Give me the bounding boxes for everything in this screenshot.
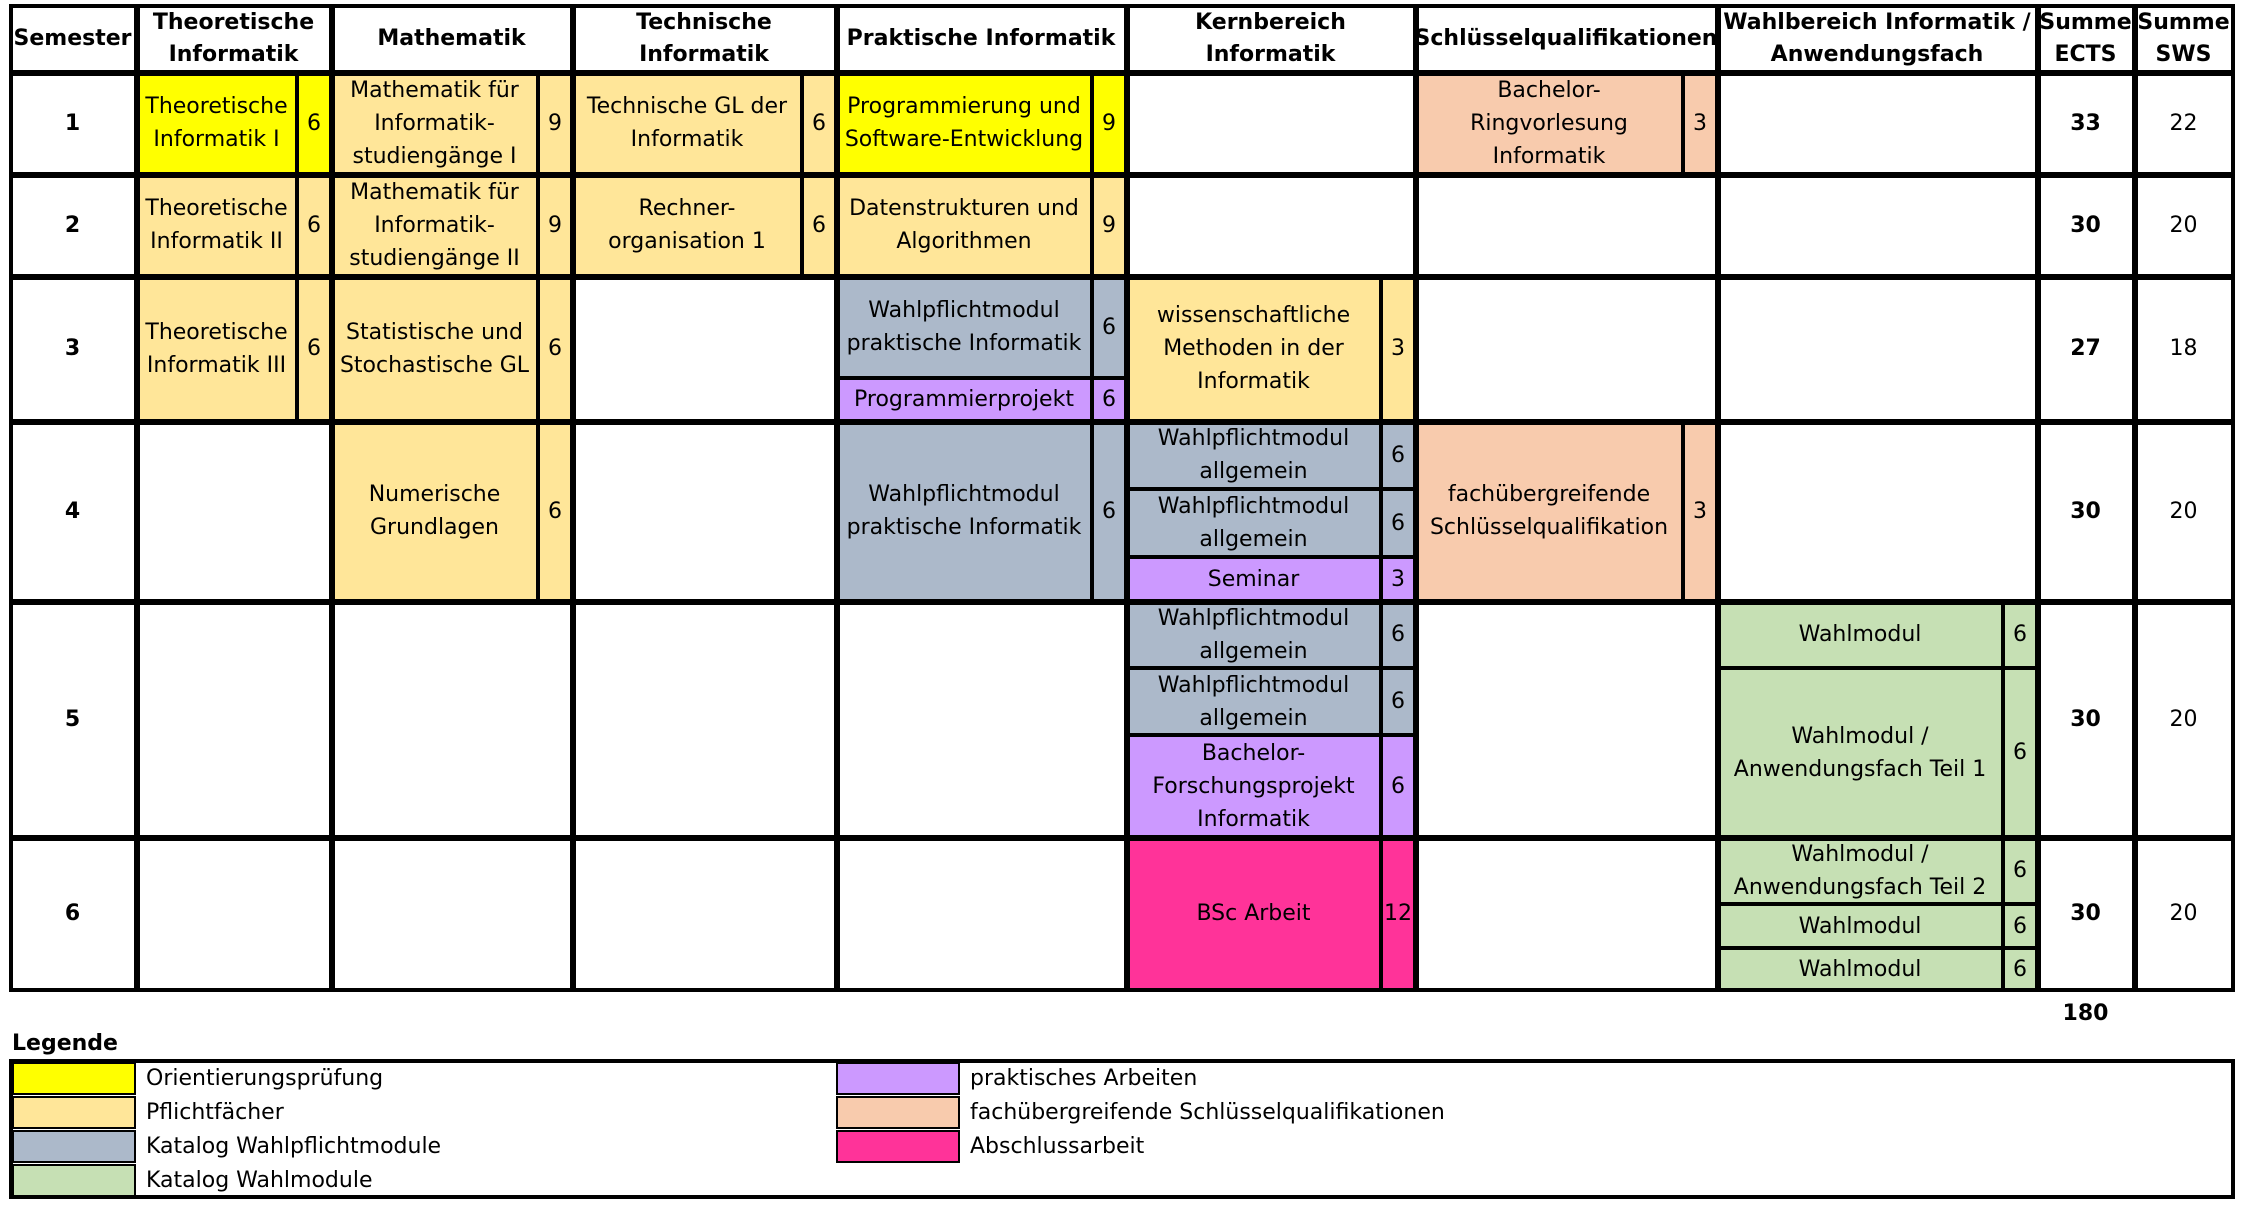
module-tgl-ects: 6 (802, 72, 836, 174)
module-pse[interactable]: Programmierung und Software-Entwicklung (836, 72, 1092, 174)
module-wm6b[interactable]: Wahlmodul (1717, 948, 2003, 990)
legend-label-praktisch: praktisches Arbeiten (970, 1066, 1198, 1091)
grid-cell-frame (572, 276, 838, 423)
module-wppi3[interactable]: Wahlpflichtmodul praktische Informatik (836, 276, 1092, 378)
semester-ects-sum: 30 (2070, 212, 2101, 238)
module-wm5[interactable]: Wahlmodul (1717, 601, 2003, 668)
module-ma1-ects: 9 (538, 72, 572, 174)
header-schluessel: Schlüsselqualifikationen (1414, 26, 1718, 51)
module-wpa4b[interactable]: Wahlpflichtmodul allgemein (1126, 489, 1381, 557)
module-ringv-ects: 3 (1683, 72, 1717, 174)
module-waf2-ects: 6 (2003, 837, 2037, 904)
legend-title: Legende (12, 1030, 118, 1056)
module-ro1-ects: 6 (802, 174, 836, 276)
module-waf2[interactable]: Wahlmodul / Anwendungsfach Teil 2 (1717, 837, 2003, 904)
header-prakt: Praktische Informatik (846, 26, 1116, 51)
grid-cell-frame (1415, 276, 1719, 423)
module-ti1-ects: 6 (297, 72, 331, 174)
module-ti3-ects: 6 (297, 276, 331, 421)
module-wm6a-ects: 6 (2003, 904, 2037, 948)
module-pp-ects: 6 (1092, 378, 1126, 421)
semester-ects-sum: 30 (2070, 706, 2101, 732)
grid-cell-frame (1717, 421, 2039, 603)
semester-number: 4 (64, 498, 81, 524)
module-ringv[interactable]: Bachelor-Ringvorlesung Informatik (1415, 72, 1683, 174)
header-wahl: Wahlbereich Informatik / Anwendungsfach (1723, 10, 2031, 67)
grid-cell-frame (1415, 837, 1719, 992)
module-bsc[interactable]: BSc Arbeit (1126, 837, 1381, 990)
semester-number: 1 (64, 110, 81, 136)
legend-label-schluessel: fachübergreifende Schlüsselqualifikationen (970, 1100, 1445, 1125)
semester-number: 3 (64, 336, 81, 361)
grid-cell-frame (572, 601, 838, 839)
grid-cell-frame (136, 837, 333, 992)
grid-cell-frame (1717, 276, 2039, 423)
total-ects: 180 (2062, 1000, 2109, 1026)
module-fsq-ects: 3 (1683, 421, 1717, 601)
semester-ects-sum: 27 (2070, 336, 2101, 361)
legend-label-wahlpflicht: Katalog Wahlpflichtmodule (146, 1134, 442, 1159)
header-semester: Semester (13, 26, 132, 51)
module-fsq[interactable]: fachübergreifende Schlüsselqualifikation (1415, 421, 1683, 601)
module-wpa4a-ects: 6 (1381, 421, 1415, 489)
legend-swatch-schluessel (836, 1096, 960, 1129)
header-kern: Kernbereich Informatik (1195, 10, 1346, 67)
legend-swatch-abschluss (836, 1130, 960, 1163)
header-techn: Technische Informatik (636, 10, 772, 67)
module-sem-ects: 3 (1381, 557, 1415, 601)
module-wm6b-ects: 6 (2003, 948, 2037, 990)
module-waf1[interactable]: Wahlmodul / Anwendungsfach Teil 1 (1717, 668, 2003, 837)
legend-label-wahlmodul: Katalog Wahlmodule (146, 1168, 373, 1193)
module-wpa4b-ects: 6 (1381, 489, 1415, 557)
module-ssgl-ects: 6 (538, 276, 572, 421)
grid-cell-frame (1126, 174, 1417, 278)
semester-number: 6 (64, 901, 81, 926)
module-ti2[interactable]: Theoretische Informatik II (136, 174, 297, 276)
semester-number: 2 (64, 212, 81, 238)
grid-cell-frame (1415, 174, 1719, 278)
header-mathe: Mathematik (377, 26, 526, 51)
module-wpa5b-ects: 6 (1381, 668, 1415, 735)
grid-cell-frame (1415, 601, 1719, 839)
module-bfp[interactable]: Bachelor-Forschungsprojekt Informatik (1126, 735, 1381, 837)
grid-cell-frame (836, 837, 1128, 992)
module-ssgl[interactable]: Statistische und Stochastische GL (331, 276, 538, 421)
module-dsa-ects: 9 (1092, 174, 1126, 276)
semester-ects-sum: 30 (2070, 498, 2101, 524)
module-wmid[interactable]: wissenschaftliche Methoden in der Informatik (1126, 276, 1381, 421)
module-wpa4a[interactable]: Wahlpflichtmodul allgemein (1126, 421, 1381, 489)
module-sem[interactable]: Seminar (1126, 557, 1381, 601)
semester-sws-sum: 20 (2169, 706, 2198, 732)
module-ti3[interactable]: Theoretische Informatik III (136, 276, 297, 421)
module-pp[interactable]: Programmierprojekt (836, 378, 1092, 421)
legend-swatch-wahlmodul (12, 1164, 136, 1197)
module-ro1[interactable]: Rechner-organisation 1 (572, 174, 802, 276)
module-wpa5a-ects: 6 (1381, 601, 1415, 668)
module-ma1[interactable]: Mathematik für Informatik-studiengänge I (331, 72, 538, 174)
legend-label-abschluss: Abschlussarbeit (970, 1134, 1145, 1159)
grid-cell-frame (572, 837, 838, 992)
legend-swatch-praktisch (836, 1062, 960, 1095)
module-wm6a[interactable]: Wahlmodul (1717, 904, 2003, 948)
grid-cell-frame (1717, 174, 2039, 278)
module-ti1[interactable]: Theoretische Informatik I (136, 72, 297, 174)
module-tgl[interactable]: Technische GL der Informatik (572, 72, 802, 174)
module-ng-ects: 6 (538, 421, 572, 601)
module-bfp-ects: 6 (1381, 735, 1415, 837)
grid-cell-frame (331, 601, 574, 839)
module-ti2-ects: 6 (297, 174, 331, 276)
grid-cell-frame (1717, 72, 2039, 176)
semester-sws-sum: 20 (2169, 901, 2198, 926)
legend-swatch-pflicht (12, 1096, 136, 1129)
grid-cell-frame (1126, 72, 1417, 176)
grid-cell-frame (136, 421, 333, 603)
semester-sws-sum: 20 (2169, 498, 2198, 524)
semester-number: 5 (64, 706, 81, 732)
module-wm5-ects: 6 (2003, 601, 2037, 668)
legend-label-pflicht: Pflichtfächer (146, 1100, 284, 1125)
legend-swatch-orientierung (12, 1062, 136, 1095)
module-ng[interactable]: Numerische Grundlagen (331, 421, 538, 601)
semester-sws-sum: 18 (2169, 336, 2198, 361)
module-ma2-ects: 9 (538, 174, 572, 276)
header-sws: Summe SWS (2137, 10, 2230, 67)
module-wppi4-ects: 6 (1092, 421, 1126, 601)
module-waf1-ects: 6 (2003, 668, 2037, 837)
module-bsc-ects: 12 (1381, 837, 1415, 990)
module-pse-ects: 9 (1092, 72, 1126, 174)
header-theo: Theoretische Informatik (152, 10, 315, 67)
legend-swatch-wahlpflicht (12, 1130, 136, 1163)
module-wpa5a[interactable]: Wahlpflichtmodul allgemein (1126, 601, 1381, 668)
module-dsa[interactable]: Datenstrukturen und Algorithmen (836, 174, 1092, 276)
module-wmid-ects: 3 (1381, 276, 1415, 421)
semester-ects-sum: 33 (2070, 110, 2101, 136)
grid-cell-frame (572, 421, 838, 603)
semester-ects-sum: 30 (2070, 901, 2101, 926)
semester-sws-sum: 22 (2169, 110, 2198, 136)
module-wppi4[interactable]: Wahlpflichtmodul praktische Informatik (836, 421, 1092, 601)
module-wppi3-ects: 6 (1092, 276, 1126, 378)
legend-label-orientierung: Orientierungsprüfung (146, 1066, 384, 1091)
grid-cell-frame (836, 601, 1128, 839)
header-ects: Summe ECTS (2039, 10, 2132, 67)
semester-sws-sum: 20 (2169, 212, 2198, 238)
grid-cell-frame (136, 601, 333, 839)
module-wpa5b[interactable]: Wahlpflichtmodul allgemein (1126, 668, 1381, 735)
grid-cell-frame (331, 837, 574, 992)
module-ma2[interactable]: Mathematik für Informatik-studiengänge II (331, 174, 538, 276)
